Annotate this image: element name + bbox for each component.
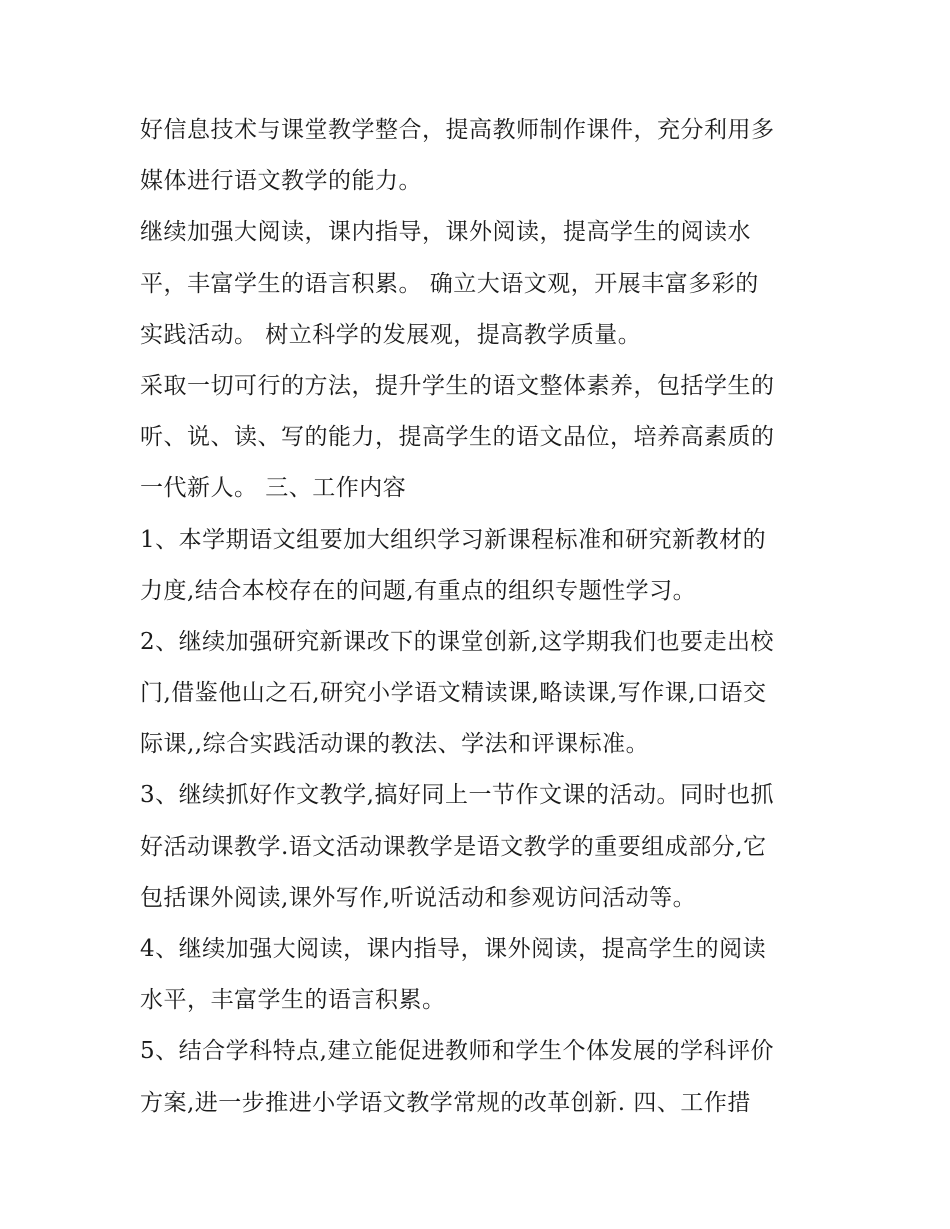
text-line: 媒体进行语文教学的能力。: [140, 168, 422, 195]
text-line: 3、继续抓好作文教学,搞好同上一节作文课的活动。同时也抓: [140, 782, 774, 809]
text-line: 继续加强大阅读，课内指导，课外阅读，提高学生的阅读水: [140, 219, 751, 246]
text-line: 1、本学期语文组要加大组织学习新课程标准和研究新教材的: [140, 526, 767, 553]
text-line: 平，丰富学生的语言积累。 确立大语文观，开展丰富多彩的: [140, 270, 759, 297]
text-line: 采取一切可行的方法，提升学生的语文整体素养，包括学生的: [140, 372, 775, 399]
text-line: 2、继续加强研究新课改下的课堂创新,这学期我们也要走出校: [140, 628, 774, 655]
text-line: 4、继续加强大阅读，课内指导，课外阅读，提高学生的阅读: [140, 936, 767, 962]
text-line: 际课,,综合实践活动课的教法、学法和评课标准。: [140, 731, 650, 758]
text-line: 包括课外阅读,课外写作,听说活动和参观访问活动等。: [140, 884, 697, 911]
text-line: 好活动课教学.语文活动课教学是语文教学的重要组成部分,它: [140, 833, 767, 860]
text-line: 听、说、读、写的能力，提高学生的语文品位，培养高素质的: [140, 424, 775, 451]
text-line: 方案,进一步推进小学语文教学常规的改革创新. 四、工作措: [140, 1089, 751, 1116]
text-line: 一代新人。 三、工作内容: [140, 475, 407, 502]
text-line: 5、结合学科特点,建立能促进教师和学生个体发展的学科评价: [140, 1038, 774, 1065]
text-line: 水平，丰富学生的语言积累。: [140, 987, 446, 1014]
text-line: 好信息技术与课堂教学整合，提高教师制作课件，充分利用多: [140, 117, 775, 143]
text-line: 门,借鉴他山之石,研究小学语文精读课,略读课,写作课,口语交: [140, 680, 767, 707]
text-line: 力度,结合本校存在的问题,有重点的组织专题性学习。: [140, 577, 697, 604]
body-text: [140, 107, 820, 1131]
text-line: 实践活动。 树立科学的发展观，提高教学质量。: [140, 321, 642, 348]
